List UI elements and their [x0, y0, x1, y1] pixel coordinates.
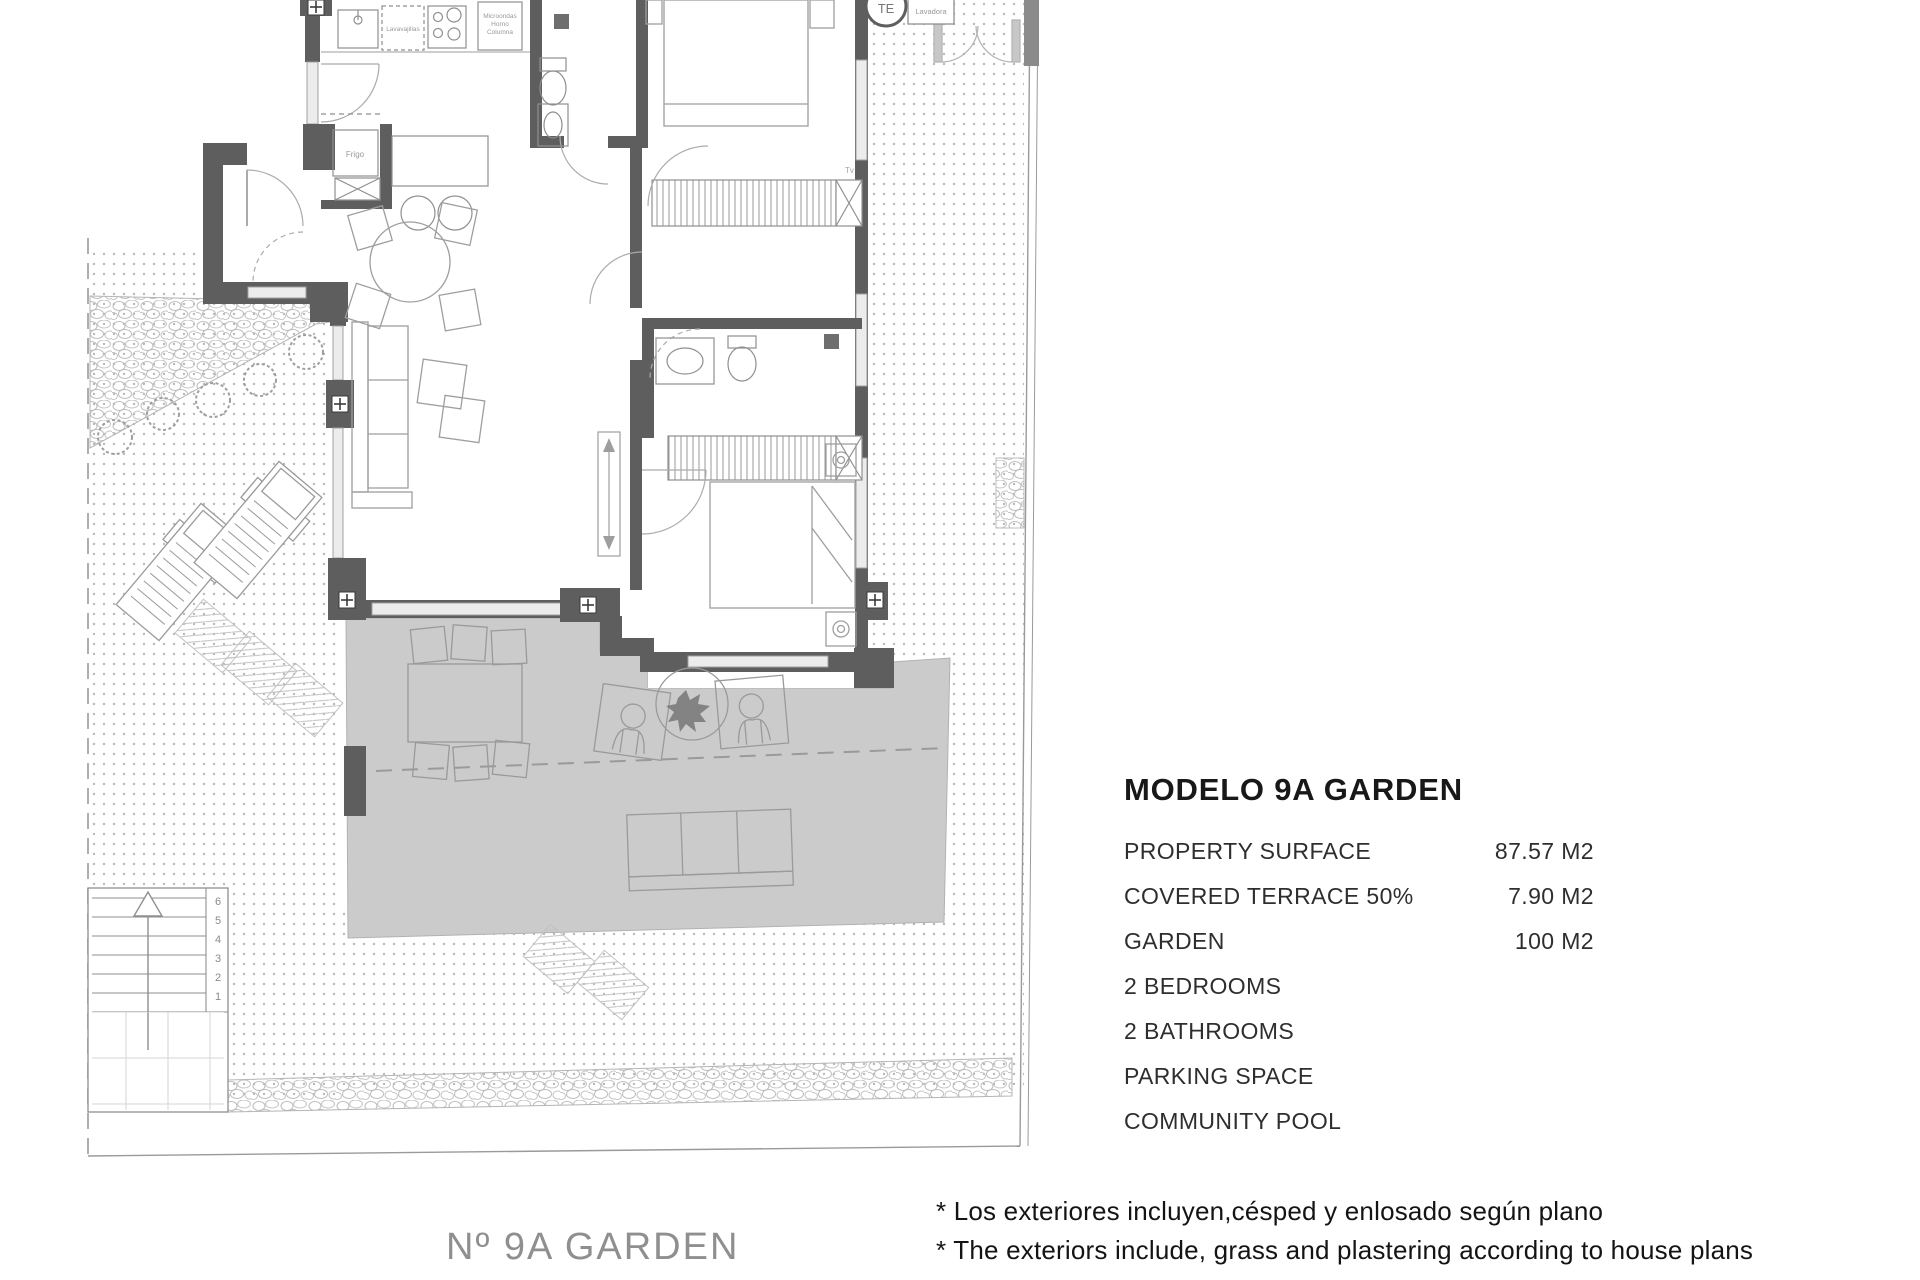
spec-row-property-surface: [1124, 838, 1594, 865]
shower-drain-icon: [824, 334, 839, 349]
stair-number: 2: [215, 972, 222, 984]
spec-value: 100 M2: [1514, 928, 1594, 954]
exterior-notes: [936, 1192, 1753, 1270]
stair-number: 6: [215, 896, 222, 908]
spec-value: 7.90 M2: [1508, 883, 1594, 909]
te-label: TE: [877, 1, 895, 16]
stairs-block: [88, 888, 228, 1112]
shower-drain-icon: [554, 14, 569, 29]
spec-value: 87.57 M2: [1494, 838, 1594, 864]
fridge-label: Frigo: [345, 150, 365, 159]
microwave-label-1: Microondas: [483, 13, 517, 20]
spec-label: 2 BEDROOMS: [1124, 973, 1282, 999]
tv-label: Tv: [845, 166, 854, 175]
microwave-label-3: Columna: [486, 29, 514, 36]
spec-label: PROPERTY SURFACE: [1124, 838, 1372, 864]
plan-number: Nº 9A GARDEN: [446, 1226, 740, 1268]
note-spanish: * Los exteriores incluyen,césped y enlosado según plano: [936, 1196, 1604, 1226]
stair-number: 1: [215, 991, 222, 1003]
entry-tiles: [92, 1012, 224, 1110]
washer-label: Lavadora: [915, 7, 947, 16]
spec-label: COVERED TERRACE 50%: [1124, 883, 1414, 909]
spec-row-pool: [1124, 1108, 1594, 1135]
spec-row-parking: [1124, 1063, 1594, 1090]
terrace-pier: [344, 746, 366, 816]
info-panel: [1124, 772, 1594, 1153]
spec-label: PARKING SPACE: [1124, 1063, 1314, 1089]
spec-row-garden: [1124, 928, 1594, 955]
spec-label: GARDEN: [1124, 928, 1225, 954]
spec-row-covered-terrace: [1124, 883, 1594, 910]
boundary-wall-stub: [1024, 0, 1039, 66]
model-title: MODELO 9A GARDEN: [1124, 772, 1463, 807]
spec-label: 2 BATHROOMS: [1124, 1018, 1295, 1044]
dishwasher-label: Lavavajillas: [386, 26, 420, 33]
spec-row-bedrooms: [1124, 973, 1594, 1000]
microwave-label-2: Horno: [491, 21, 509, 28]
stair-number: 3: [215, 953, 222, 965]
spec-row-bathrooms: [1124, 1018, 1594, 1045]
stair-number: 5: [215, 915, 222, 927]
utility-top-right: [866, 0, 954, 26]
note-english: * The exteriors include, grass and plastering according to house plans: [936, 1235, 1754, 1265]
stair-number: 4: [215, 934, 222, 946]
spec-label: COMMUNITY POOL: [1124, 1108, 1342, 1134]
